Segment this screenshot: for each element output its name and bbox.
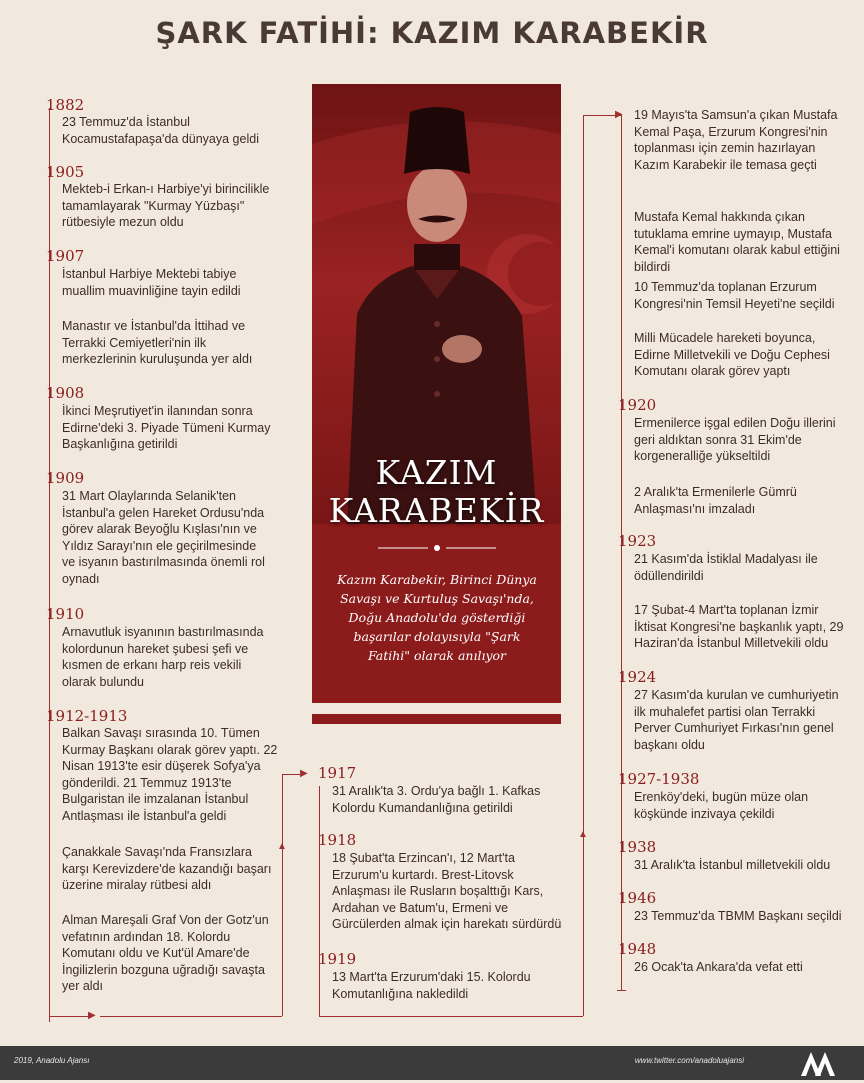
year-label: 1909 [46,469,85,487]
connector-line [49,1016,91,1017]
timeline-end-cap [617,990,626,991]
year-label: 1882 [46,96,85,114]
year-label: 1946 [618,889,657,907]
connector-line [282,774,283,1016]
footer [0,1046,864,1080]
arrow-up-icon: ▲ [578,829,588,840]
event-text: 17 Şubat-4 Mart'ta toplanan İzmir İktisat Kongresi'ne başkanlık yaptı, 29 Haziran'da İstanbul Milletvekili oldu [634,603,844,650]
left-timeline-line [49,108,50,1022]
event-text: Balkan Savaşı sırasında 10. Tümen Kurmay Başkanı olarak görev yaptı. 22 Nisan 1913'te esir düşerek Sofya'ya gönderildi. 21 Temmuz 1913'te Bulgaristan ile imzalanan İstanbul Antlaşması ile İstanbul'a geldi [62,726,278,823]
year-label: 1938 [618,838,657,856]
year-label: 1917 [318,764,357,782]
event-text: 2 Aralık'ta Ermenilerle Gümrü Anlaşması'nı imzaladı [634,485,797,516]
right-timeline-line [621,115,622,990]
arrow-right-icon: ▶ [88,1010,96,1021]
event-text: Mekteb-i Erkan-ı Harbiye'yi birincilikle tamamlayarak "Kurmay Yüzbaşı" rütbesiyle mezun oldu [62,182,270,229]
panel-underline [312,714,561,724]
ornament-divider [378,544,496,552]
year-label: 1919 [318,950,357,968]
event-text: 23 Temmuz'da TBMM Başkanı seçildi [634,909,842,923]
year-label: 1910 [46,605,85,623]
connector-line [100,1016,282,1017]
event-text: 21 Kasım'da İstiklal Madalyası ile ödüllendirildi [634,552,818,583]
arrow-right-icon: ▶ [300,768,308,779]
event-text: 10 Temmuz'da toplanan Erzurum Kongresi'nin Temsil Heyeti'ne seçildi [634,280,835,311]
event-text: 26 Ocak'ta Ankara'da vefat etti [634,960,803,974]
hero-name [312,454,561,530]
event-text: Arnavutluk isyanının bastırılmasında kolordunun hareket şubesi şefi ve kısmen de erkanı harp reis vekili olarak bulundu [62,625,264,689]
event-text: İkinci Meşrutiyet'in ilanından sonra Edirne'deki 3. Piyade Tümeni Kurmay Başkanlığına getirildi [62,404,271,451]
event-text: 13 Mart'ta Erzurum'daki 15. Kolordu Komutanlığına nakledildi [332,970,531,1001]
event-text: 27 Kasım'da kurulan ve cumhuriyetin ilk muhalefet partisi olan Terrakki Perver Cumhuriyet Fırkası'nın genel başkanı oldu [634,688,839,752]
event-text: Manastır ve İstanbul'da İttihad ve Terrakki Cemiyetleri'nin ilk merkezlerinin kuruluşunda yer aldı [62,319,253,366]
event-text: Ermenilerce işgal edilen Doğu illerini geri aldıktan sonra 31 Ekim'de korgeneralliğe yükseltildi [634,416,836,463]
year-label: 1948 [618,940,657,958]
hero-caption: Kazım Karabekir, Birinci Dünya Savaşı ve Kurtuluş Savaşı'nda, Doğu Anadolu'da gösterdiği başarılar dolayısıyla "Şark Fatihi" olarak anılıyor [337,572,537,663]
event-text: 31 Aralık'ta İstanbul milletvekili oldu [634,858,831,872]
year-label: 1927-1938 [618,770,700,788]
connector-line [319,1016,583,1017]
connector-line [319,996,320,1016]
footer-copyright: 2019, Anadolu Ajansı [14,1056,90,1065]
page-title: ŞARK FATİHİ: KAZIM KARABEKİR [155,16,709,50]
event-text: Milli Mücadele hareketi boyunca, Edirne Milletvekili ve Doğu Cephesi Komutanı olarak görev yaptı [634,331,830,378]
hero-name-line1: KAZIM [375,453,498,492]
year-label: 1912-1913 [46,707,128,725]
year-label: 1918 [318,831,357,849]
event-text: 19 Mayıs'ta Samsun'a çıkan Mustafa Kemal Paşa, Erzurum Kongresi'nin toplanması için zemin hazırlayan Kazım Karabekir ile temasa geçti [634,108,838,172]
aa-logo [798,1048,838,1083]
hero-name-line2: KARABEKİR [328,491,545,530]
year-label: 1923 [618,532,657,550]
year-label: 1905 [46,163,85,181]
year-label: 1924 [618,668,657,686]
year-label: 1908 [46,384,85,402]
event-text: 18 Şubat'ta Erzincan'ı, 12 Mart'ta Erzurum'u kurtardı. Brest-Litovsk Anlaşması ile Rusların boşalttığı Kars, Ardahan ve Batum'u, Ermeni ve Gürcülerden almak için harekatı sürdürdü [332,851,562,931]
arrow-up-icon: ▲ [277,841,287,852]
event-text: Alman Mareşali Graf Von der Gotz'un vefatının ardından 18. Kolordu Komutanı oldu ve Kut'ül Amare'de İngilizlerin bozguna uğradığı savaşta yer aldı [62,913,269,993]
event-text: 31 Aralık'ta 3. Ordu'ya bağlı 1. Kafkas Kolordu Kumandanlığına getirildi [332,784,541,815]
event-text: 23 Temmuz'da İstanbul Kocamustafapaşa'da dünyaya geldi [62,115,259,146]
year-label: 1920 [618,396,657,414]
year-label: 1907 [46,247,85,265]
aa-logo-icon [798,1048,838,1078]
footer-twitter-link[interactable]: www.twitter.com/anadoluajansi [634,1056,744,1065]
event-text: İstanbul Harbiye Mektebi tabiye muallim muavinliğine tayin edildi [62,267,241,298]
connector-line [583,115,584,1016]
arrow-right-icon: ▶ [615,109,623,120]
event-text: Mustafa Kemal hakkında çıkan tutuklama emrine uymayıp, Mustafa Kemal'i komutanı olarak kabul ettiğini bildirdi [634,210,840,274]
event-text: Erenköy'deki, bugün müze olan köşkünde inzivaya çekildi [634,790,809,821]
event-text: 31 Mart Olaylarında Selanik'ten İstanbul'a gelen Hareket Ordusu'nda görev alarak Beyoğlu Kışlası'nın ve Yıldız Sarayı'nın ele geçirilmesinde ve isyanın bastırılmasında önemli rol oynadı [62,489,265,586]
hero-panel [312,84,561,703]
event-text: Çanakkale Savaşı'nda Fransızlara karşı Kerevizdere'de kazandığı başarı üzerine miralay rütbesi aldı [62,845,272,892]
